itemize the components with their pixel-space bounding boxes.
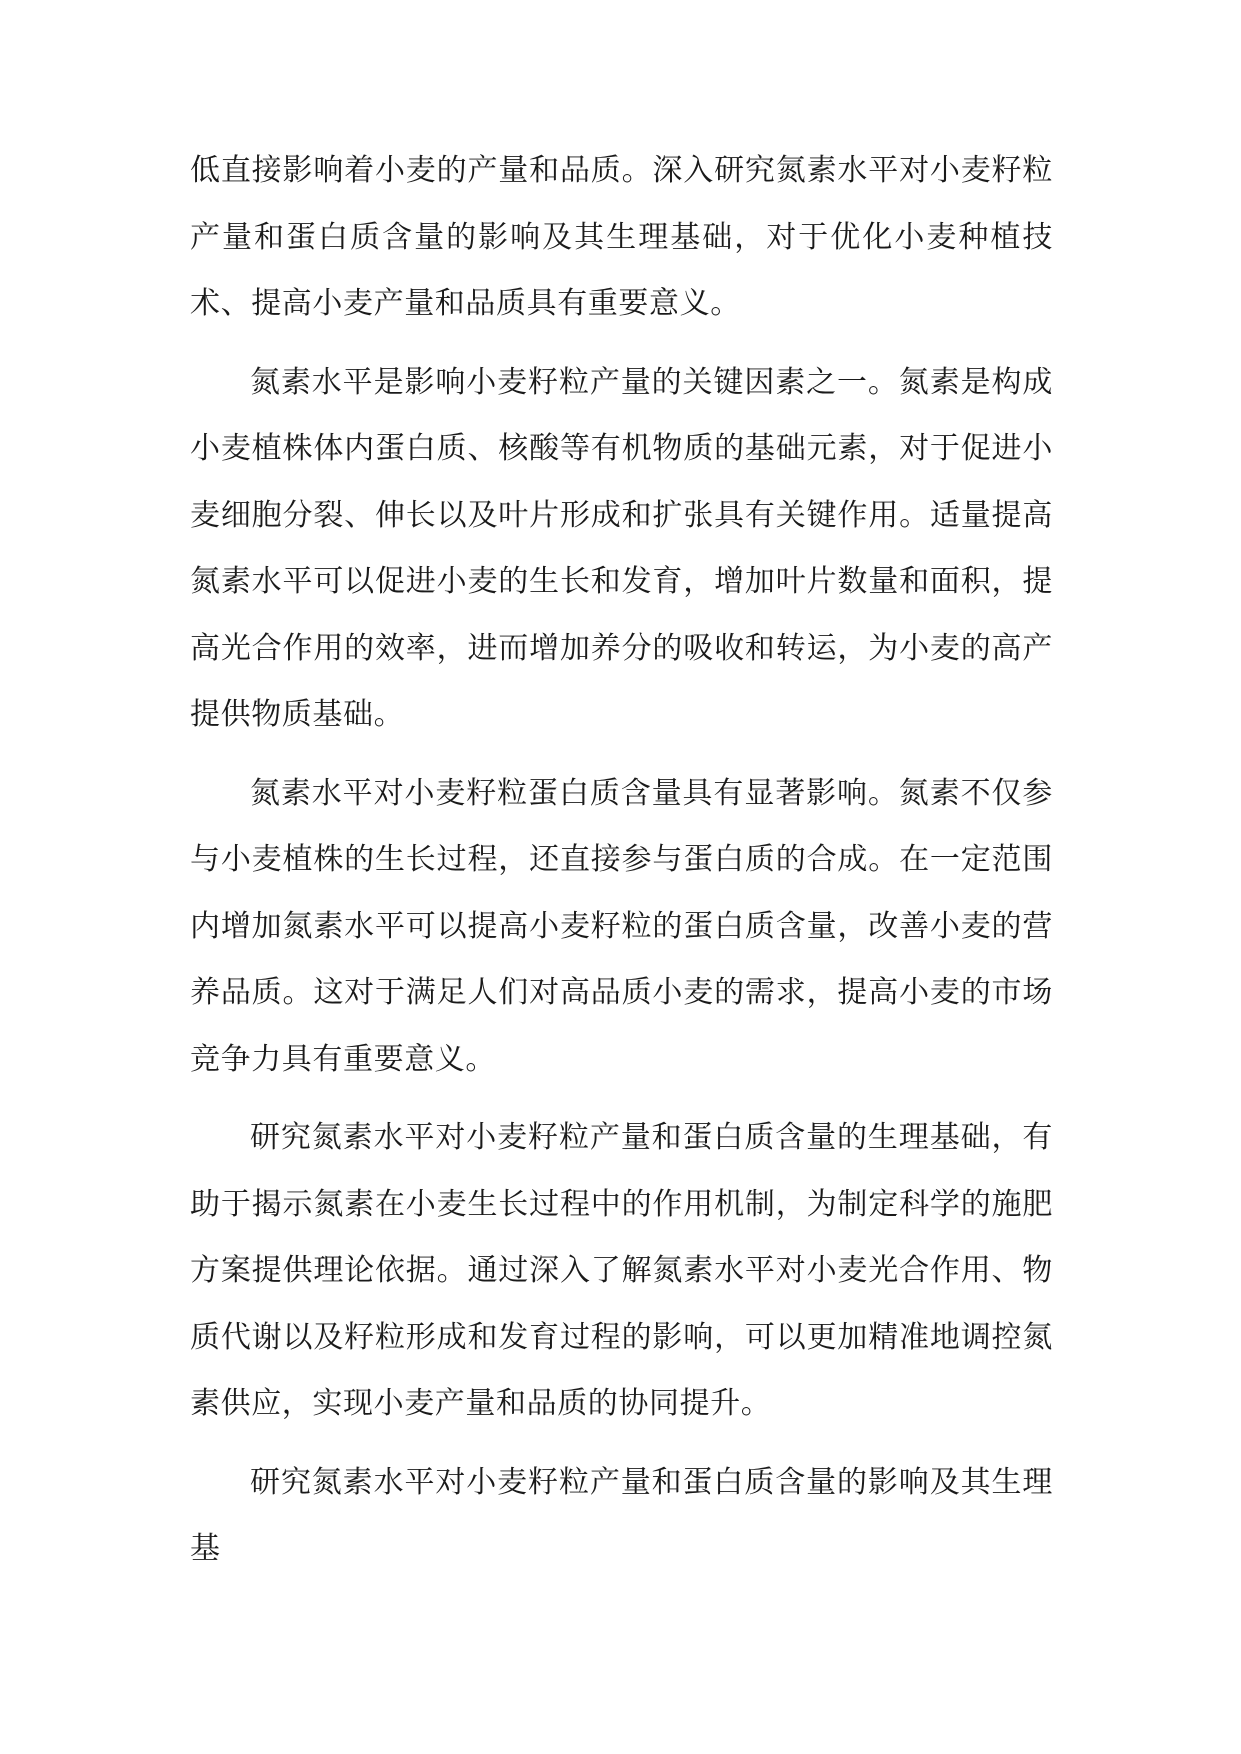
paragraph-physiological-basis: 研究氮素水平对小麦籽粒产量和蛋白质含量的生理基础，有助于揭示氮素在小麦生长过程中的作用机制，为制定科学的施肥方案提供理论依据。通过深入了解氮素水平对小麦光合作用、物质代谢以及籽粒形成和发育过程的影响，可以更加精准地调控氮素供应，实现小麦产量和品质的协同提升。 <box>190 1120 1053 1421</box>
paragraph-nitrogen-yield: 氮素水平是影响小麦籽粒产量的关键因素之一。氮素是构成小麦植株体内蛋白质、核酸等有机物质的基础元素，对于促进小麦细胞分裂、伸长以及叶片形成和扩张具有关键作用。适量提高氮素水平可以促进小麦的生长和发育，增加叶片数量和面积，提高光合作用的效率，进而增加养分的吸收和转运，为小麦的高产提供物质基础。 <box>190 364 1053 732</box>
paragraph-continuation: 低直接影响着小麦的产量和品质。深入研究氮素水平对小麦籽粒产量和蛋白质含量的影响及其生理基础，对于优化小麦种植技术、提高小麦产量和品质具有重要意义。 <box>190 153 1053 321</box>
paragraph-research-intro: 研究氮素水平对小麦籽粒产量和蛋白质含量的影响及其生理基 <box>190 1464 1053 1566</box>
paragraph-nitrogen-protein: 氮素水平对小麦籽粒蛋白质含量具有显著影响。氮素不仅参与小麦植株的生长过程，还直接参与蛋白质的合成。在一定范围内增加氮素水平可以提高小麦籽粒的蛋白质含量，改善小麦的营养品质。这对于满足人们对高品质小麦的需求，提高小麦的市场竞争力具有重要意义。 <box>190 775 1053 1077</box>
body-text <box>190 138 1053 1595</box>
